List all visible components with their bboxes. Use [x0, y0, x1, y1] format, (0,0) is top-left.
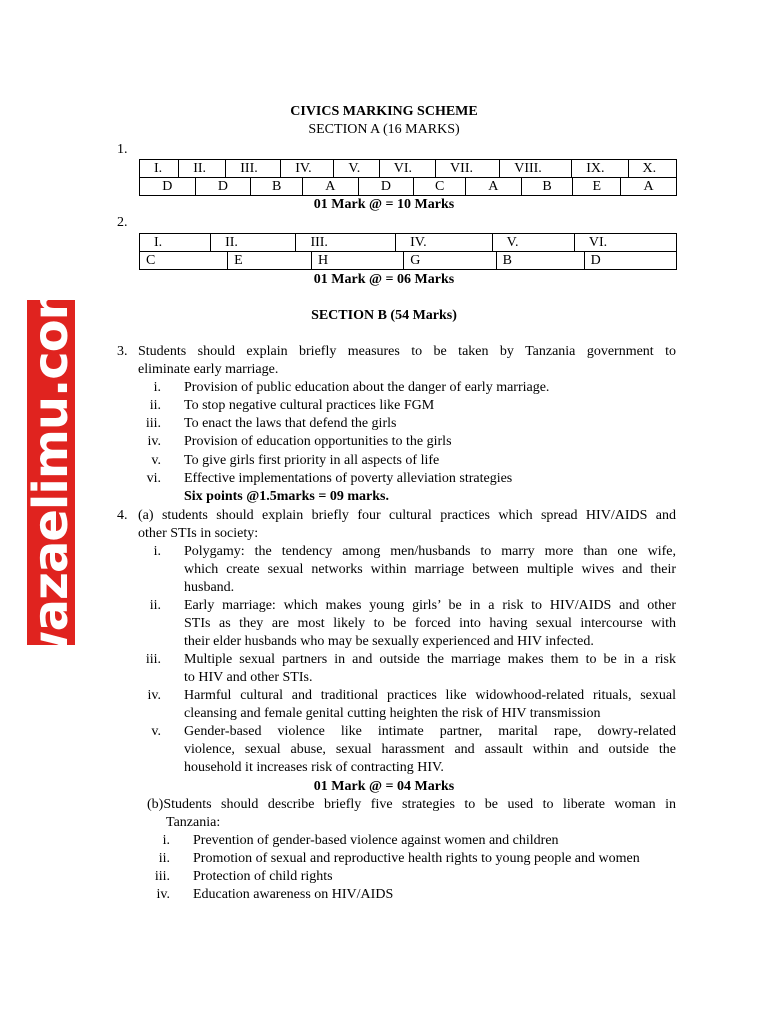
question-3-prompt-line: Students should explain briefly measures to be taken by Tanzania government to — [138, 344, 676, 359]
table-cell: D — [195, 178, 251, 196]
table-cell: H — [311, 252, 403, 270]
question-3-prompt-line: eliminate early marriage. — [138, 362, 279, 377]
table-cell: B — [496, 252, 584, 270]
question-1-number: 1. — [117, 142, 128, 157]
table-cell: G — [404, 252, 496, 270]
list-item: Promotion of sexual and reproductive health rights to young people and women — [193, 851, 640, 866]
list-item-line: husband. — [184, 580, 235, 595]
question-4-prompt-line: other STIs in society: — [138, 526, 259, 541]
list-item-number: iv. — [147, 688, 161, 703]
watermark-text: wazaelimu.com — [23, 270, 79, 675]
question-3-number: 3. — [117, 344, 128, 359]
table-cell: C — [140, 252, 228, 270]
table-answer-row — [140, 178, 677, 196]
list-item-line: STIs as they are most likely to be forced into having sexual intercourse with — [184, 616, 676, 631]
table-cell: A — [621, 178, 677, 196]
list-item-line: Harmful cultural and traditional practices like widowhood-related rituals, sexual — [184, 688, 676, 703]
table-cell: VIII. — [500, 160, 572, 178]
list-item-number: i. — [153, 380, 161, 395]
list-item-number: v. — [151, 453, 161, 468]
question-2-answer-table — [139, 233, 677, 252]
list-item: To enact the laws that defend the girls — [184, 416, 397, 431]
list-item: Protection of child rights — [193, 869, 333, 884]
list-item: Provision of education opportunities to the girls — [184, 434, 452, 449]
question-2-answer-row-table — [139, 251, 677, 270]
list-item-number: i. — [162, 833, 170, 848]
table-cell: I. — [140, 160, 179, 178]
section-a-heading: SECTION A (16 MARKS) — [308, 122, 460, 137]
question-4a-marks: 01 Mark @ = 04 Marks — [313, 779, 455, 794]
question-1-marks: 01 Mark @ = 10 Marks — [313, 197, 455, 212]
table-cell: E — [228, 252, 312, 270]
question-1-answer-row-table — [139, 177, 677, 196]
table-cell: II. — [211, 234, 296, 252]
list-item-line: Multiple sexual partners in and outside the marriage makes them to be in a risk — [184, 652, 676, 667]
table-cell: B — [251, 178, 303, 196]
list-item-line: cleansing and female genital cutting heighten the risk of HIV transmission — [184, 706, 601, 721]
question-2-marks: 01 Mark @ = 06 Marks — [313, 272, 455, 287]
question-4b-prompt-line: (b)Students should describe briefly five strategies to be used to liberate woman in — [147, 797, 676, 812]
table-cell: III. — [296, 234, 396, 252]
document-title: CIVICS MARKING SCHEME — [290, 104, 478, 119]
table-cell: A — [303, 178, 359, 196]
list-item-line: which create sexual networks within marriage between multiple wives and their — [184, 562, 676, 577]
list-item: To stop negative cultural practices like FGM — [184, 398, 435, 413]
list-item-number: iv. — [147, 434, 161, 449]
list-item: Provision of public education about the danger of early marriage. — [184, 380, 550, 395]
table-cell: A — [466, 178, 522, 196]
table-cell: B — [521, 178, 573, 196]
table-cell: E — [573, 178, 621, 196]
list-item-line: Early marriage: which makes young girls’ be in a risk to HIV/AIDS and other — [184, 598, 676, 613]
marks-text: Six points @1.5marks = 09 marks — [184, 489, 386, 504]
table-cell: I. — [140, 234, 211, 252]
table-cell: VII. — [436, 160, 500, 178]
list-item-number: ii. — [149, 598, 161, 613]
list-item-line: violence, sexual abuse, sexual harassment and assault within and outside the — [184, 742, 676, 757]
question-4b-prompt-line: Tanzania: — [166, 815, 221, 830]
list-item-number: i. — [153, 544, 161, 559]
list-item-line: household it increases risk of contracting HIV. — [184, 760, 444, 775]
list-item: Education awareness on HIV/AIDS — [193, 887, 394, 902]
table-cell: V. — [492, 234, 574, 252]
section-b-heading: SECTION B (54 Marks) — [311, 308, 457, 323]
list-item: To give girls first priority in all aspects of life — [184, 453, 440, 468]
table-cell: III. — [226, 160, 281, 178]
list-item: Prevention of gender-based violence against women and children — [193, 833, 559, 848]
list-item-line: Gender-based violence like intimate partner, marital rape, dowry-related — [184, 724, 676, 739]
list-item-line: Polygamy: the tendency among men/husbands to marry more than one wife, — [184, 544, 676, 559]
question-1-answer-table — [139, 159, 677, 178]
list-item-number: vi. — [146, 471, 161, 486]
table-cell: VI. — [574, 234, 676, 252]
question-4-number: 4. — [117, 508, 128, 523]
list-item-line: their elder husbands who may be sexually experienced and HIV infected. — [184, 634, 594, 649]
list-item-number: v. — [151, 724, 161, 739]
list-item-line: to HIV and other STIs. — [184, 670, 313, 685]
question-4-prompt-line: (a) students should explain briefly four cultural practices which spread HIV/AIDS and — [138, 508, 676, 523]
list-item-number: ii. — [158, 851, 170, 866]
table-cell: D — [140, 178, 196, 196]
table-cell: D — [584, 252, 676, 270]
table-cell: II. — [179, 160, 226, 178]
table-cell: X. — [628, 160, 676, 178]
table-cell: VI. — [379, 160, 435, 178]
watermark-banner — [23, 270, 79, 675]
table-header-row — [140, 234, 677, 252]
table-cell: IV. — [396, 234, 493, 252]
table-cell: IV. — [281, 160, 334, 178]
list-item-number: iv. — [156, 887, 170, 902]
table-cell: C — [414, 178, 466, 196]
list-item: Effective implementations of poverty alleviation strategies — [184, 471, 513, 486]
table-cell: IX. — [572, 160, 628, 178]
list-item-number: iii. — [154, 869, 170, 884]
table-cell: D — [358, 178, 414, 196]
list-item-number: iii. — [145, 416, 161, 431]
list-item-number: iii. — [145, 652, 161, 667]
table-header-row — [140, 160, 677, 178]
table-cell: V. — [334, 160, 379, 178]
question-3-marks: Six points @1.5marks = 09 marks. — [184, 489, 389, 504]
question-2-number: 2. — [117, 215, 128, 230]
list-item-number: ii. — [149, 398, 161, 413]
table-answer-row — [140, 252, 677, 270]
